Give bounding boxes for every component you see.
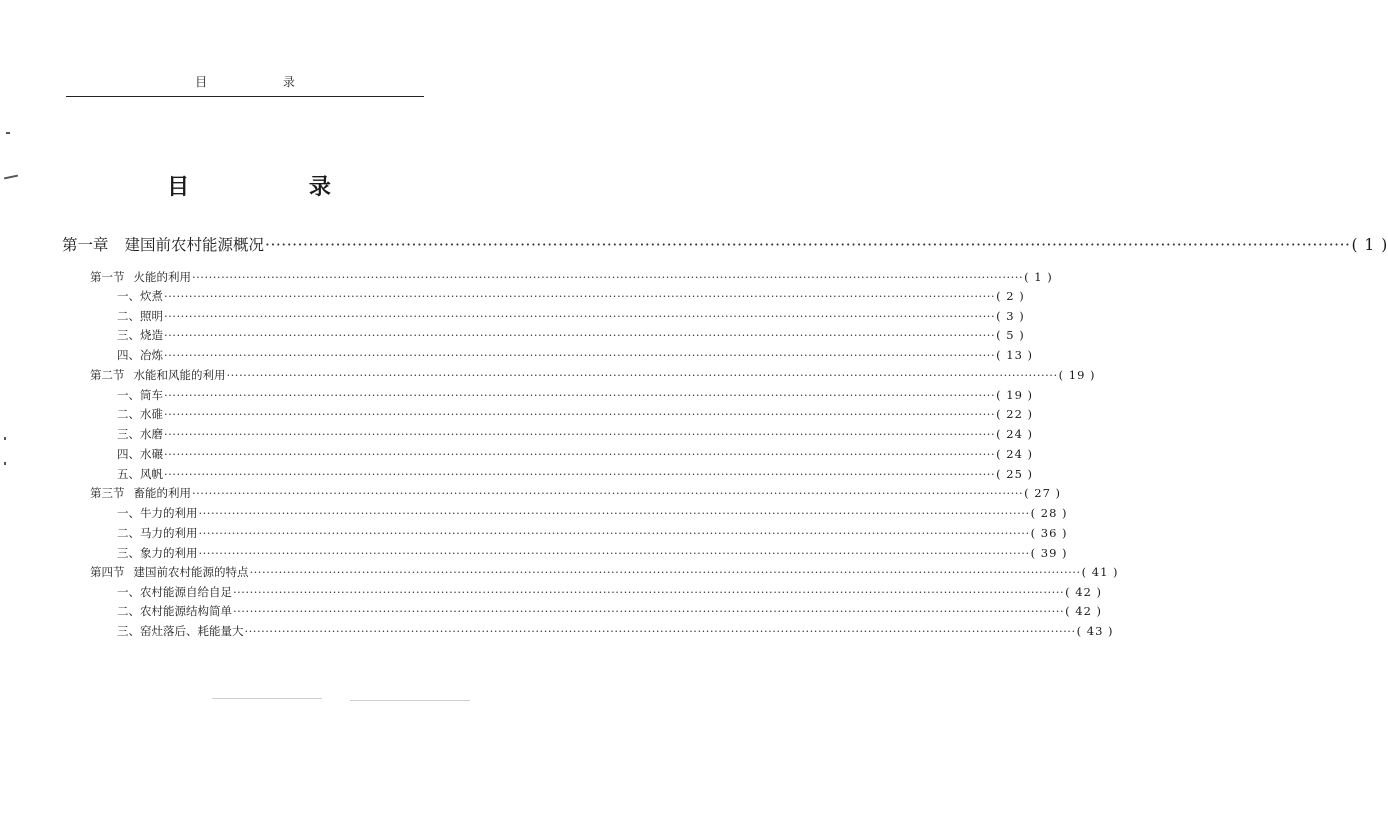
- toc-page-number: ( 41 ): [1081, 565, 1119, 579]
- toc-entry-label: [117, 584, 232, 600]
- toc-page-number: ( 36 ): [1030, 526, 1068, 540]
- leader-dots: ········································································································································································································: [233, 585, 1065, 599]
- toc-entry-label: [117, 545, 198, 561]
- leader-dots: ········································································································································································································: [249, 565, 1081, 579]
- toc-entry-label: [117, 387, 163, 403]
- toc-entry-label: [117, 308, 163, 324]
- scan-line: [212, 698, 322, 699]
- leader-dots: ········································································································································································································: [164, 467, 996, 481]
- leader-dots: ········································································································································································································: [164, 348, 996, 362]
- toc-entry-title: 一、筒车: [117, 388, 163, 402]
- toc-item: [117, 387, 1034, 403]
- leader-dots: ········································································································································································································: [164, 427, 996, 441]
- toc-entry-title: 畜能的利用: [133, 486, 191, 500]
- toc-entry-label: [117, 446, 163, 462]
- leader-dots: ········································································································································································································: [164, 309, 996, 323]
- toc-item: [117, 603, 1103, 619]
- toc-entry-title: 水能和风能的利用: [133, 368, 226, 382]
- toc-entry-number: 第一章: [62, 236, 109, 254]
- toc-item: [117, 446, 1034, 462]
- toc-entry-label: [117, 327, 163, 343]
- toc-section: [90, 485, 1062, 501]
- toc-entry-title: 一、炊煮: [117, 289, 163, 303]
- toc-entry-label: [90, 564, 249, 580]
- toc-page-number: ( 3 ): [996, 309, 1025, 323]
- leader-dots: ········································································································································································································: [164, 407, 996, 421]
- toc-entry-title: 三、窑灶落后、耗能量大: [117, 624, 244, 638]
- toc-entry-label: [90, 367, 226, 383]
- running-head: 目 录: [195, 75, 331, 89]
- toc-entry-title: 四、冶炼: [117, 348, 163, 362]
- page-title: 目 录: [167, 174, 387, 200]
- toc-entry-label: [117, 505, 198, 521]
- toc-entry-number: 第四节: [90, 565, 125, 579]
- leader-dots: ········································································································································································································: [198, 546, 1030, 560]
- toc-item: [117, 327, 1025, 343]
- toc-entry-title: 二、马力的利用: [117, 526, 198, 540]
- toc-entry-title: 建国前农村能源概况: [124, 236, 265, 254]
- toc-entry-title: 火能的利用: [133, 270, 191, 284]
- toc-item: [117, 466, 1034, 482]
- leader-dots: ········································································································································································································: [226, 368, 1058, 382]
- toc-entry-number: 第三节: [90, 486, 125, 500]
- toc-entry-number: 第一节: [90, 270, 125, 284]
- leader-dots: ········································································································································································································: [233, 604, 1065, 618]
- scan-line: [350, 700, 470, 701]
- leader-dots: ········································································································································································································: [198, 526, 1030, 540]
- toc-entry-label: [117, 525, 198, 541]
- toc-entry-label: [90, 269, 191, 285]
- toc-entry-title: 一、农村能源自给自足: [117, 585, 232, 599]
- toc-entry-label: [117, 603, 232, 619]
- toc-page-number: ( 1 ): [1351, 236, 1388, 254]
- toc-page-number: ( 1 ): [1024, 270, 1053, 284]
- toc-entry-title: 四、水碾: [117, 447, 163, 461]
- toc-section: [90, 564, 1119, 580]
- toc-entry-title: 三、水磨: [117, 427, 163, 441]
- toc-page-number: ( 2 ): [996, 289, 1025, 303]
- toc-item: [117, 505, 1068, 521]
- toc-page-number: ( 24 ): [996, 427, 1034, 441]
- toc-entry-label: [90, 485, 191, 501]
- toc-page-number: ( 28 ): [1030, 506, 1068, 520]
- scan-speck: [4, 437, 6, 440]
- leader-dots: ········································································································································································································: [164, 289, 996, 303]
- toc-entry-title: 三、烧造: [117, 328, 163, 342]
- toc-page-number: ( 27 ): [1024, 486, 1062, 500]
- toc-item: [117, 525, 1068, 541]
- toc-page-number: ( 19 ): [996, 388, 1034, 402]
- leader-dots: ········································································································································································································: [164, 447, 996, 461]
- toc-entry-title: 五、风帆: [117, 467, 163, 481]
- toc-item: [117, 347, 1034, 363]
- toc-item: [117, 308, 1025, 324]
- leader-dots: ········································································································································································································: [198, 506, 1030, 520]
- toc-item: [117, 426, 1034, 442]
- toc-entry-title: 一、牛力的利用: [117, 506, 198, 520]
- toc-page-number: ( 43 ): [1076, 624, 1114, 638]
- toc-entry-label: [62, 233, 264, 255]
- toc-page-number: ( 5 ): [996, 328, 1025, 342]
- toc-entry-label: [117, 623, 244, 639]
- toc-item: [117, 584, 1103, 600]
- toc-entry-label: [117, 426, 163, 442]
- toc-section: [90, 269, 1053, 285]
- toc-entry-label: [117, 466, 163, 482]
- toc-page-number: ( 13 ): [996, 348, 1034, 362]
- leader-dots: ········································································································································································································: [244, 624, 1076, 638]
- scan-speck: [6, 132, 10, 134]
- leader-dots: ········································································································································································································: [164, 388, 996, 402]
- toc-entry-title: 建国前农村能源的特点: [133, 565, 249, 579]
- toc-item: [117, 545, 1068, 561]
- toc-entry-title: 二、照明: [117, 309, 163, 323]
- toc-page-number: ( 39 ): [1030, 546, 1068, 560]
- toc-entry-number: 第二节: [90, 368, 125, 382]
- toc-entry-label: [117, 288, 163, 304]
- leader-dots: ········································································································································································································: [192, 486, 1024, 500]
- scan-speck: [4, 462, 6, 465]
- toc-page-number: ( 24 ): [996, 447, 1034, 461]
- toc-page-number: ( 42 ): [1065, 585, 1103, 599]
- toc-page-number: ( 25 ): [996, 467, 1034, 481]
- toc-entry-title: 二、水碓: [117, 407, 163, 421]
- toc-entry-label: [117, 406, 163, 422]
- toc-item: [117, 623, 1114, 639]
- toc-page-number: ( 42 ): [1065, 604, 1103, 618]
- toc-page-number: ( 22 ): [996, 407, 1034, 421]
- toc-item: [117, 288, 1025, 304]
- toc-item: [117, 406, 1034, 422]
- toc-page-number: ( 19 ): [1058, 368, 1096, 382]
- toc-section: [90, 367, 1096, 383]
- toc-entry-title: 二、农村能源结构简单: [117, 604, 232, 618]
- toc-entry-label: [117, 347, 163, 363]
- leader-dots: ········································································································································································································: [265, 236, 1351, 254]
- toc-chapter: [62, 233, 1388, 255]
- leader-dots: ········································································································································································································: [192, 270, 1024, 284]
- leader-dots: ········································································································································································································: [164, 328, 996, 342]
- toc-entry-title: 三、象力的利用: [117, 546, 198, 560]
